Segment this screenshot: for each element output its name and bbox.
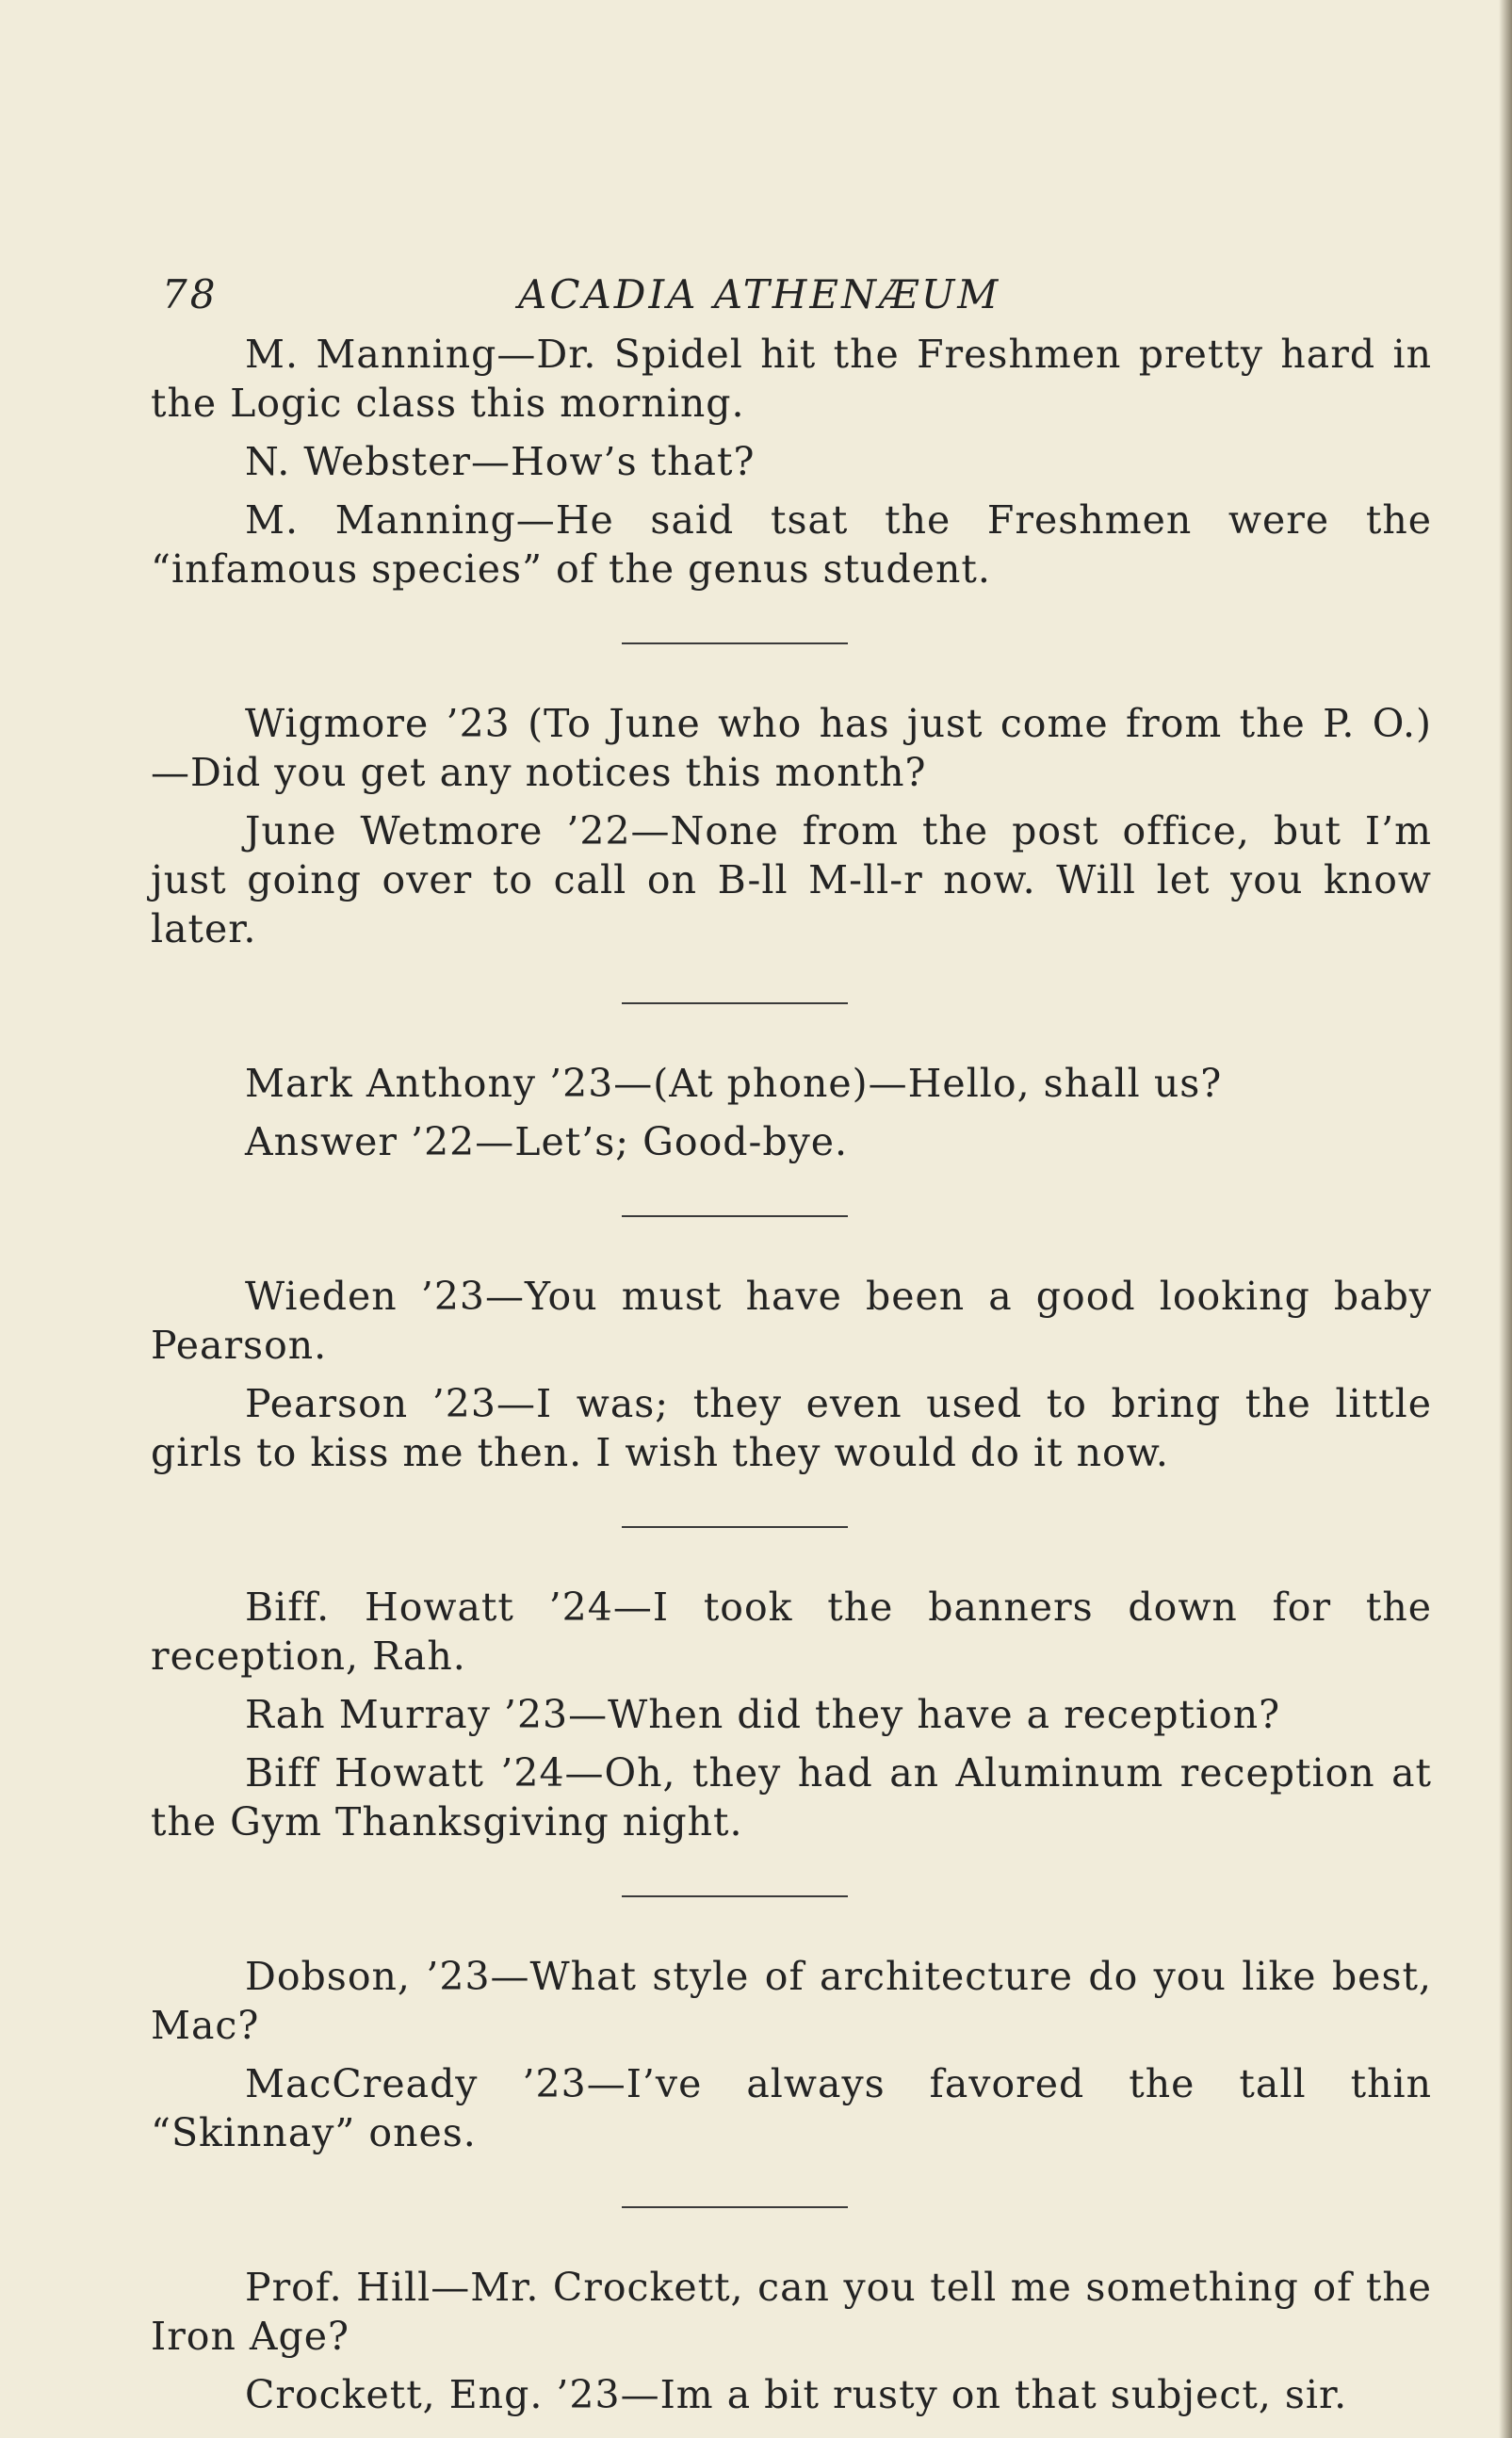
dialogue-line: Prof. Hill—Mr. Crockett, can you tell me something of the Iron Age? — [151, 2265, 1432, 2359]
joke-section — [151, 1059, 1432, 1166]
page-number: 78 — [162, 271, 219, 317]
joke-section — [151, 699, 1432, 953]
dialogue-line: M. Manning—Dr. Spidel hit the Freshmen pretty hard in the Logic class this morning. — [151, 332, 1432, 426]
dialogue-line: Wieden ’23—You must have been a good looking baby Pearson. — [151, 1274, 1432, 1368]
dialogue-line: N. Webster—How’s that? — [245, 439, 756, 484]
dialogue-line: Biff Howatt ’24—Oh, they had an Aluminum reception at the Gym Thanksgiving night. — [151, 1750, 1432, 1845]
page-edge-shadow — [1499, 0, 1512, 2438]
dialogue-line: June Wetmore ’22—None from the post office, but I’m just going over to call on B-ll M-ll-r now. Will let you know later. — [151, 808, 1432, 951]
dialogue-line: Pearson ’23—I was; they even used to bring the little girls to kiss me then. I wish they would do it now. — [151, 1381, 1432, 1475]
dialogue-line: Biff. Howatt ’24—I took the banners down for the reception, Rah. — [151, 1585, 1432, 1679]
section-divider — [622, 1526, 848, 1528]
section-divider — [622, 1895, 848, 1897]
section-divider — [622, 1002, 848, 1004]
dialogue-line: Crockett, Eng. ’23—Im a bit rusty on that subject, sir. — [245, 2372, 1348, 2417]
section-divider — [622, 1215, 848, 1217]
dialogue-line: Mark Anthony ’23—(At phone)—Hello, shall us? — [245, 1061, 1223, 1106]
dialogue-line: Answer ’22—Let’s; Good-bye. — [245, 1119, 849, 1164]
section-divider — [622, 642, 848, 644]
dialogue-line: MacCready ’23—I’ve always favored the tall thin “Skinnay” ones. — [151, 2061, 1432, 2155]
section-divider — [622, 2206, 848, 2208]
joke-section — [151, 2263, 1432, 2419]
joke-section — [151, 1272, 1432, 1477]
page — [151, 264, 1432, 2429]
joke-section — [151, 330, 1432, 593]
joke-section — [151, 1583, 1432, 1846]
dialogue-line: Wigmore ’23 (To June who has just come from the P. O.) —Did you get any notices this month? — [151, 701, 1432, 795]
dialogue-line: M. Manning—He said tsat the Freshmen were the “infamous species” of the genus student. — [151, 497, 1432, 592]
dialogue-line: Rah Murray ’23—When did they have a reception? — [245, 1692, 1281, 1737]
running-header — [151, 264, 1432, 330]
dialogue-line: Dobson, ’23—What style of architecture do you like best, Mac? — [151, 1954, 1432, 2048]
joke-section — [151, 1952, 1432, 2157]
running-title: ACADIA ATHENÆUM — [518, 271, 1001, 317]
